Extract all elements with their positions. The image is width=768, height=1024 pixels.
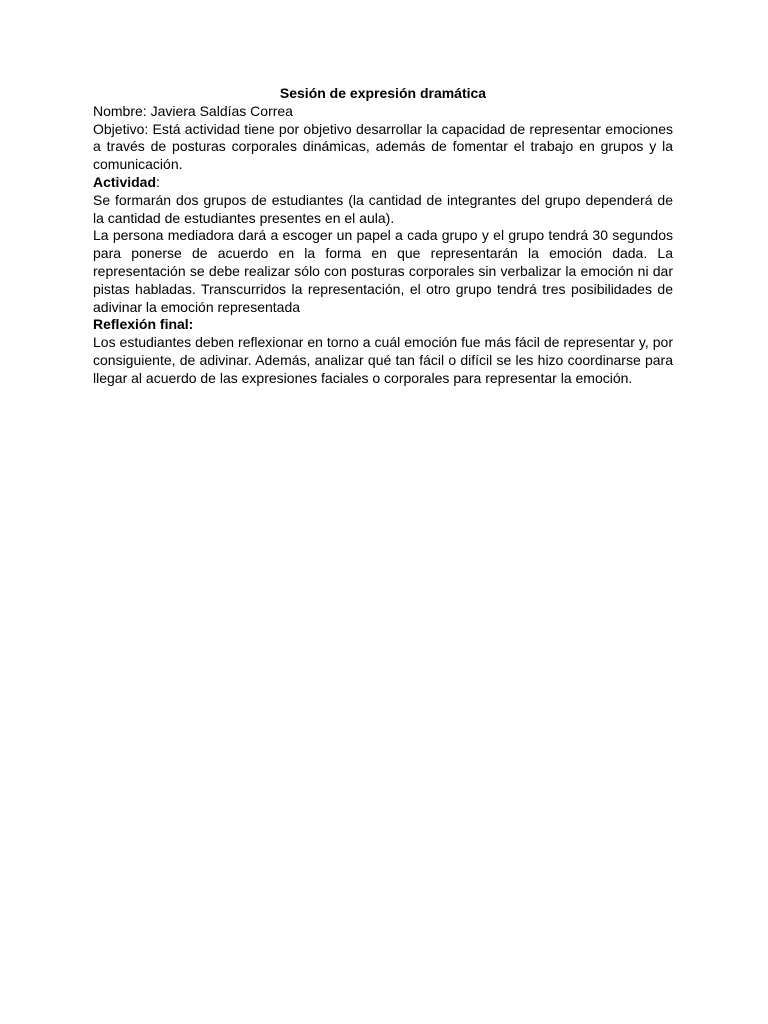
activity-heading: Actividad xyxy=(93,173,157,190)
document-title: Sesión de expresión dramática xyxy=(279,85,487,101)
objective-paragraph: Objetivo: Está actividad tiene por objetivo desarrollar la capacidad de representar emociones a través de posturas corporales dinámicas, además de fomentar el trabajo en grupos y la comunicación. xyxy=(93,120,673,173)
reflection-heading: Reflexión final: xyxy=(93,316,194,333)
activity-paragraph-2: La persona mediadora dará a escoger un papel a cada grupo y el grupo tendrá 30 segundos para ponerse de acuerdo en la forma en que representarán la emoción dada. La representación se debe realizar sólo con posturas corporales sin verbalizar la emoción ni dar pistas habladas. Transcurridos la representación, el otro grupo tendrá tres posibilidades de adivinar la emoción representada xyxy=(93,227,673,315)
activity-heading-colon: : xyxy=(156,173,160,190)
document-body xyxy=(93,85,673,388)
reflection-paragraph: Los estudiantes deben reflexionar en torno a cuál emoción fue más fácil de representar y, por consiguiente, de adivinar. Además, analizar qué tan fácil o difícil se les hizo coordinarse para llegar al acuerdo de las expresiones faciales o corporales para representar la emoción. xyxy=(93,334,673,386)
name-line: Nombre: Javiera Saldías Correa xyxy=(93,102,293,119)
activity-heading-line xyxy=(93,174,673,192)
activity-paragraph-1: Se formarán dos grupos de estudiantes (la cantidad de integrantes del grupo dependerá de la cantidad de estudiantes presentes en el aula). xyxy=(93,191,673,226)
